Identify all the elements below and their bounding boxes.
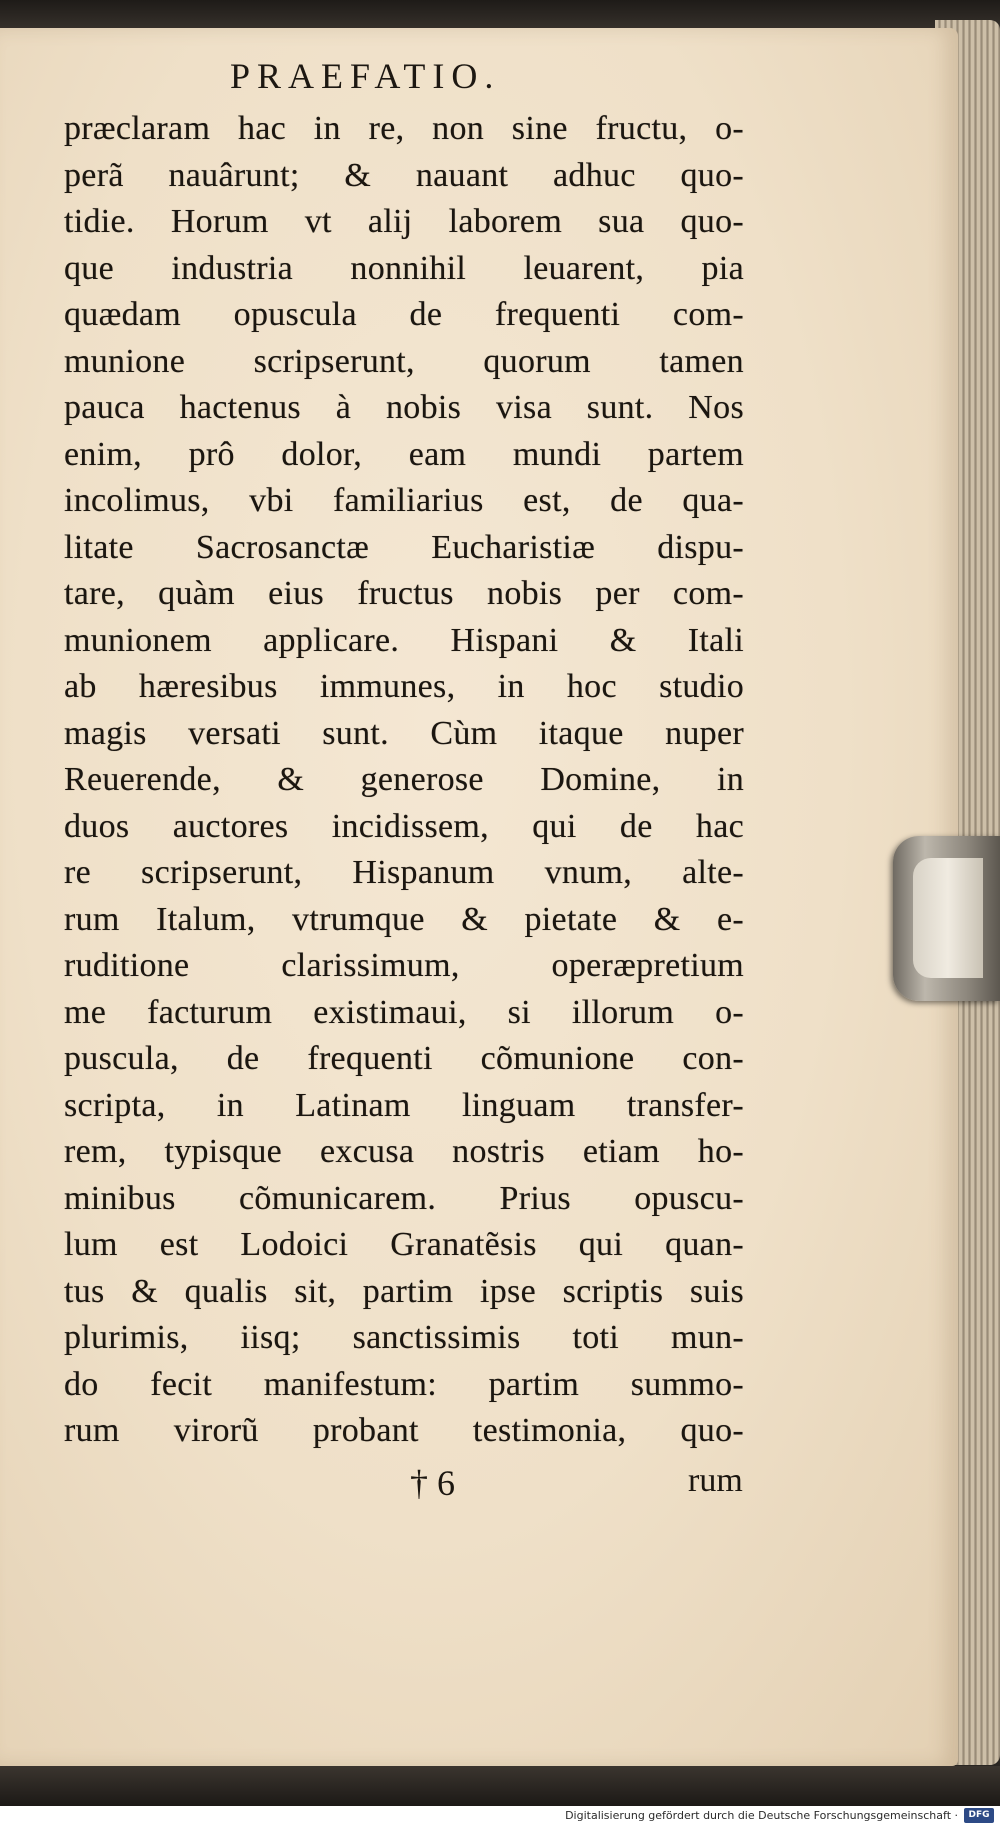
signature-mark: † 6 xyxy=(410,1463,455,1503)
text-line: rum virorũ probant testimonia, quo- xyxy=(64,1412,744,1449)
text-line: pauca hactenus à nobis visa sunt. Nos xyxy=(64,389,744,426)
text-line: enim, prô dolor, eam mundi partem xyxy=(64,435,744,473)
text-line: magis versati sunt. Cùm itaque nuper xyxy=(64,714,744,752)
text-line: ruditione clarissimum, operæpretium xyxy=(64,947,744,984)
text-line: tare, quàm eius fructus nobis per com- xyxy=(64,575,744,612)
text-line: minibus cõmunicarem. Prius opuscu- xyxy=(64,1179,744,1217)
text-line: rum Italum, vtrumque & pietate & e- xyxy=(64,900,744,938)
book-clasp-inner xyxy=(913,858,983,978)
text-line: plurimis, iisq; sanctissimis toti mun- xyxy=(64,1319,744,1356)
text-line: me facturum existimaui, si illorum o- xyxy=(64,993,744,1031)
text-line: do fecit manifestum: partim summo- xyxy=(64,1365,744,1403)
text-line: lum est Lodoici Granatẽsis qui quan- xyxy=(64,1226,744,1263)
dfg-logo: DFG xyxy=(964,1808,994,1823)
text-line: duos auctores incidissem, qui de hac xyxy=(64,807,744,845)
text-line: puscula, de frequenti cõmunione con- xyxy=(64,1040,744,1077)
text-line: præclaram hac in re, non sine fructu, o- xyxy=(64,110,744,147)
text-line: munionem applicare. Hispani & Itali xyxy=(64,621,744,659)
text-line: incolimus, vbi familiarius est, de qua- xyxy=(64,482,744,519)
text-line: munione scripserunt, quorum tamen xyxy=(64,342,744,380)
text-line: scripta, in Latinam linguam transfer- xyxy=(64,1086,744,1124)
body-text xyxy=(64,106,744,1455)
text-line: ab hæresibus immunes, in hoc studio xyxy=(64,668,744,705)
text-line: Reuerende, & generose Domine, in xyxy=(64,761,744,798)
text-line: que industria nonnihil leuarent, pia xyxy=(64,249,744,287)
footer-credit: Digitalisierung gefördert durch die Deutsche Forschungsgemeinschaft · xyxy=(565,1809,958,1822)
book-clasp xyxy=(893,836,1000,1001)
text-line: perã nauârunt; & nauant adhuc quo- xyxy=(64,156,744,194)
catchword: rum xyxy=(688,1462,743,1499)
text-line: tus & qualis sit, partim ipse scriptis suis xyxy=(64,1272,744,1310)
text-line: litate Sacrosanctæ Eucharistiæ dispu- xyxy=(64,528,744,566)
text-line: re scripserunt, Hispanum vnum, alte- xyxy=(64,854,744,891)
running-head: PRAEFATIO. xyxy=(230,56,501,96)
text-line: quædam opuscula de frequenti com- xyxy=(64,296,744,333)
text-line: tidie. Horum vt alij laborem sua quo- xyxy=(64,203,744,240)
text-line: rem, typisque excusa nostris etiam ho- xyxy=(64,1133,744,1170)
book-bottom-edge xyxy=(0,1766,1000,1806)
